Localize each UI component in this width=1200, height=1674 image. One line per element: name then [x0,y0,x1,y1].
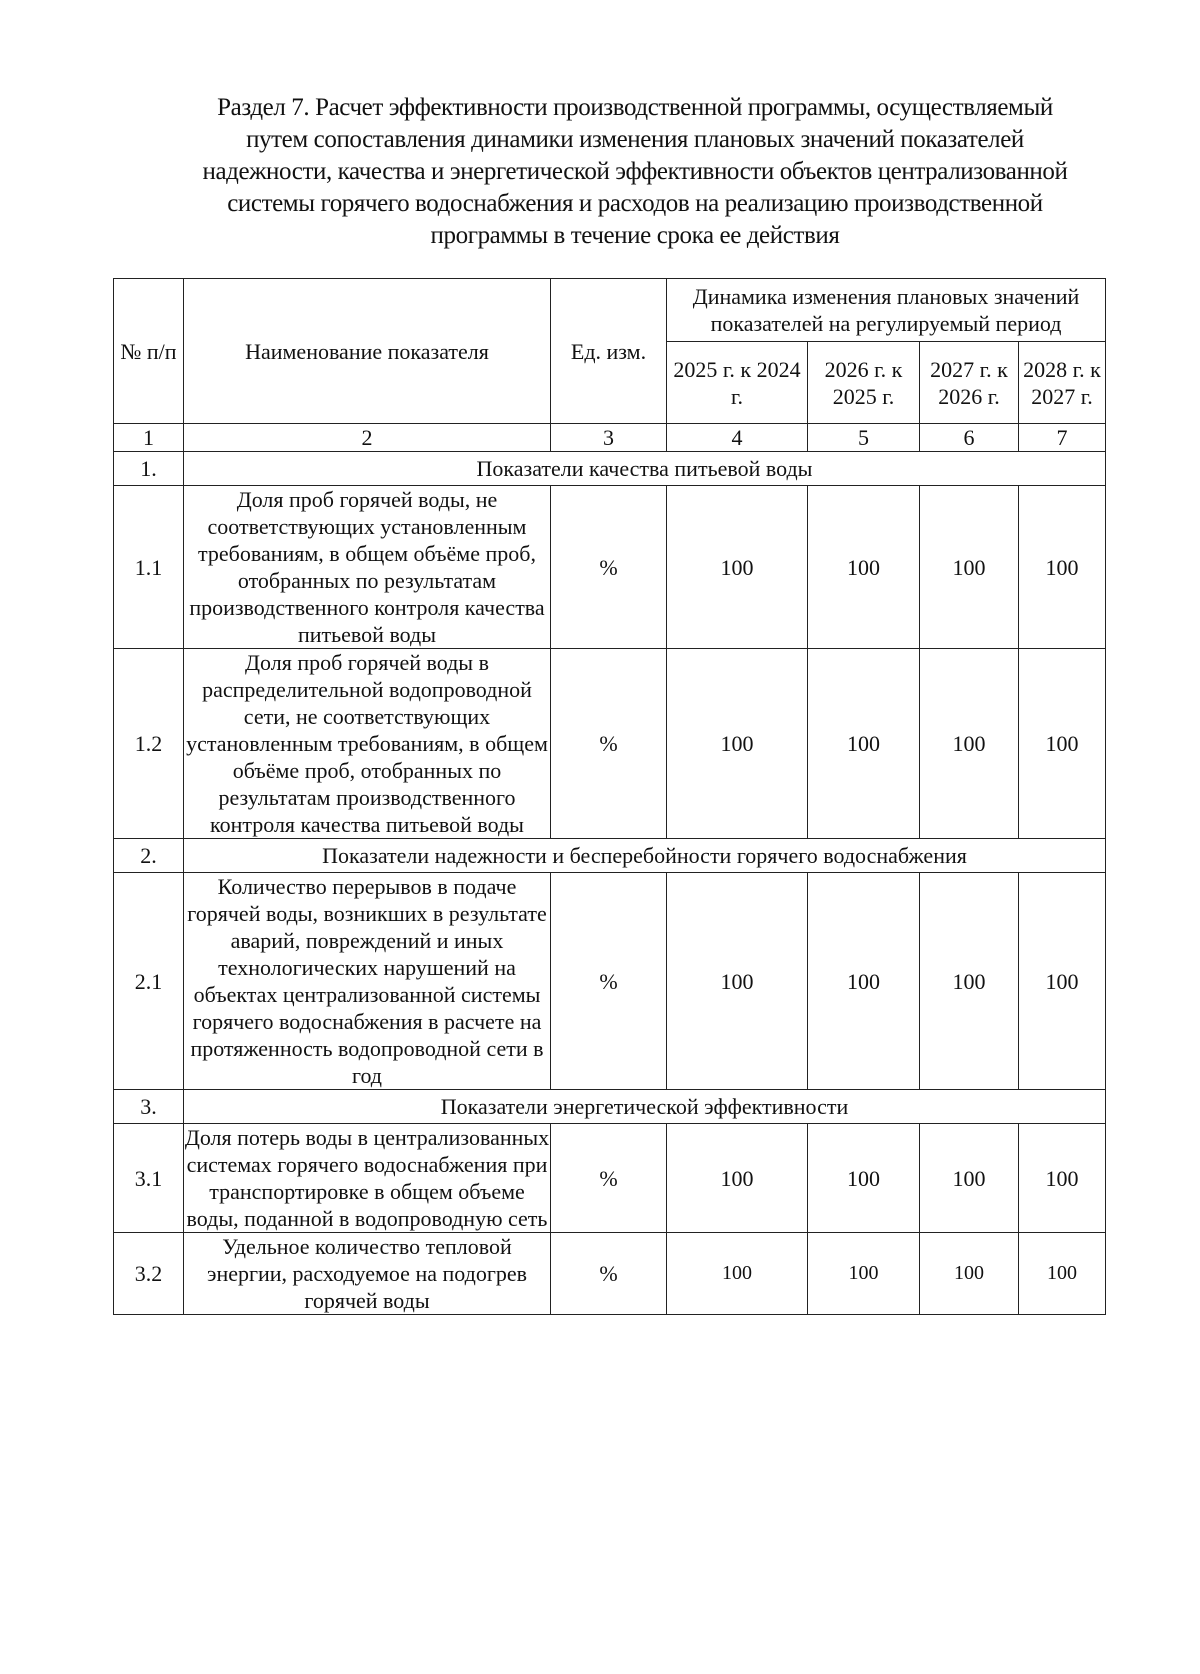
indicators-table [113,278,1106,1315]
column-number: 7 [1019,424,1106,452]
row-value: 100 [667,1233,808,1315]
header-period: 2026 г. к 2025 г. [808,342,920,424]
column-number: 1 [114,424,184,452]
row-num: 3.1 [114,1124,184,1233]
row-name: Доля проб горячей воды, не соответствующих установленным требованиям, в общем объёме проб, отобранных по результатам производственного контроля качества питьевой воды [184,486,551,649]
header-row [114,279,1106,342]
row-value: 100 [667,1124,808,1233]
row-value: 100 [808,1233,920,1315]
row-value: 100 [1019,649,1106,839]
header-num: № п/п [114,279,184,424]
table-row [114,649,1106,839]
row-value: 100 [1019,486,1106,649]
row-value: 100 [667,486,808,649]
title-line: системы горячего водоснабжения и расходов на реализацию производственной [227,190,1043,217]
row-name: Доля потерь воды в централизованных системах горячего водоснабжения при транспортировке в общем объеме воды, поданной в водопроводную сеть [184,1125,550,1231]
section-row [114,452,1106,486]
row-unit: % [551,1233,667,1315]
row-value: 100 [1019,1233,1106,1315]
header-period: 2028 г. к 2027 г. [1019,342,1106,424]
table-row [114,873,1106,1090]
row-value: 100 [920,873,1019,1090]
row-num: 2.1 [114,873,184,1090]
header-unit: Ед. изм. [551,279,667,424]
table-row [114,1124,1106,1233]
row-num: 1.1 [114,486,184,649]
row-value: 100 [667,873,808,1090]
section-row [114,839,1106,873]
row-unit: % [551,486,667,649]
row-num: 1.2 [114,649,184,839]
section-title: Показатели надежности и бесперебойности горячего водоснабжения [184,839,1106,873]
row-num: 3.2 [114,1233,184,1315]
title-line: путем сопоставления динамики изменения плановых значений показателей [246,126,1024,153]
column-numbers-row [114,424,1106,452]
section-title: Показатели качества питьевой воды [184,452,1106,486]
title-line: Раздел 7. Расчет эффективности производственной программы, осуществляемый [217,94,1053,121]
section-row [114,1090,1106,1124]
section-num: 1. [114,452,184,486]
column-number: 6 [920,424,1019,452]
row-value: 100 [920,1124,1019,1233]
column-number: 5 [808,424,920,452]
header-name: Наименование показателя [184,279,551,424]
row-value: 100 [1019,873,1106,1090]
section-title [150,92,1120,252]
header-dynamics: Динамика изменения плановых значений показателей на регулируемый период [667,279,1106,342]
row-value: 100 [808,873,920,1090]
title-line: программы в течение срока ее действия [430,222,840,249]
table-row [114,486,1106,649]
title-line: надежности, качества и энергетической эффективности объектов централизованной [202,158,1068,185]
table-row [114,1233,1106,1315]
row-value: 100 [920,486,1019,649]
row-value: 100 [808,486,920,649]
section-title: Показатели энергетической эффективности [184,1090,1106,1124]
column-number: 4 [667,424,808,452]
column-number: 2 [184,424,551,452]
row-name: Удельное количество тепловой энергии, расходуемое на подогрев горячей воды [184,1233,551,1315]
row-value: 100 [1019,1124,1106,1233]
header-period: 2025 г. к 2024 г. [667,342,808,424]
row-name: Доля проб горячей воды в распределительной водопроводной сети, не соответствующих установленным требованиям, в общем объёме проб, отобранных по результатам производственного контроля качества питьевой воды [184,649,551,839]
column-number: 3 [551,424,667,452]
row-unit: % [551,873,667,1090]
row-value: 100 [920,649,1019,839]
section-num: 2. [114,839,184,873]
row-unit: % [551,1124,667,1233]
row-value: 100 [808,649,920,839]
header-period: 2027 г. к 2026 г. [920,342,1019,424]
row-name: Количество перерывов в подаче горячей воды, возникших в результате аварий, повреждений и иных технологических нарушений на объектах централизованной системы горячего водоснабжения в расчете на протяженность водопроводной сети в год [184,873,551,1090]
row-value: 100 [808,1124,920,1233]
row-value: 100 [667,649,808,839]
row-value: 100 [920,1233,1019,1315]
row-unit: % [551,649,667,839]
section-num: 3. [114,1090,184,1124]
